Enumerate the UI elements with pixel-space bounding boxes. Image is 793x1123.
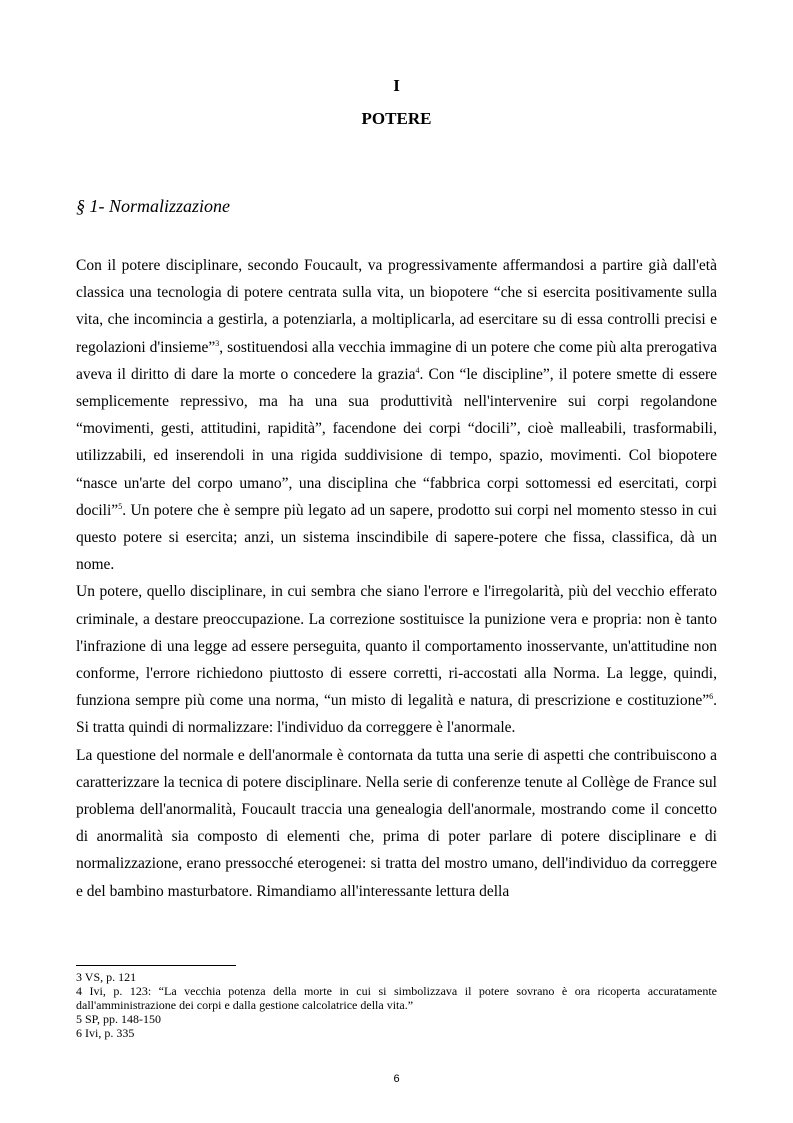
paragraph-1-text-b: , sostituendosi alla vecchia immagine di un potere che come più alta prerogativa aveva il diritto di dare la morte o concedere la grazia [76, 338, 717, 383]
page-number: 6 [393, 1073, 400, 1085]
paragraph-1-text-d: . Un potere che è sempre più legato ad un sapere, prodotto sui corpi nel momento stesso in cui questo potere si esercita; anzi, un sistema inscindibile di sapere-potere che fissa, classifica, dà un nome. [76, 501, 717, 574]
footnote-5: 5 SP, pp. 148-150 [76, 1012, 162, 1026]
footnote-6: 6 Ivi, p. 335 [76, 1026, 135, 1040]
paragraph-2-text-a: Un potere, quello disciplinare, in cui sembra che siano l'errore e l'irregolarità, più del vecchio efferato criminale, a destare preoccupazione. La correzione sostituisce la punizione vera e propria: non è tanto l'infrazione di una legge ad essere perseguita, quanto il comportamento inosservante, un'attitudine non conforme, l'errore richiedono piuttosto di essere corretti, ri-accostati alla Norma. La legge, quindi, funziona sempre più come una norma, “un misto di legalità e natura, di prescrizione e costituzione” [76, 583, 717, 710]
paragraph-2 [76, 578, 717, 741]
paragraph-2-text-b: . Si tratta quindi di normalizzare: l'individuo da correggere è l'anormale. [76, 692, 717, 737]
paragraph-1-text-c: . Con “le discipline”, il potere smette di essere semplicemente repressivo, ma ha una sua produttività nell'intervenire sui corpi regolandone “movimenti, gesti, attitudini, rapidità”, facendone dei corpi “docili”, cioè malleabili, trasformabili, utilizzabili, ed inserendoli in una rigida suddivisione di tempo, spazio, movimenti. Col biopotere “nasce un'arte del corpo umano”, una disciplina che “fabbrica corpi sottomessi ed esercitati, corpi docili” [76, 365, 717, 519]
footnote-ref-3: 3 [215, 338, 220, 348]
section-title: § 1- Normalizzazione [76, 196, 231, 216]
footnotes [76, 970, 717, 1040]
footnote-ref-6: 6 [709, 692, 714, 702]
footnote-ref-5: 5 [118, 501, 123, 511]
footnote-4: 4 Ivi, p. 123: “La vecchia potenza della morte in cui si simbolizzava il potere sovrano è ora ricoperta accuratamente dall'amministrazione dei corpi e dalla gestione calcolatrice della vita.” [76, 984, 717, 1012]
footnote-ref-4: 4 [415, 365, 420, 375]
paragraph-1-text-a: Con il potere disciplinare, secondo Foucault, va progressivamente affermandosi a partire già dall'età classica una tecnologia di potere centrata sulla vita, un biopotere “che si esercita positivamente sulla vita, che incomincia a gestirla, a potenziarla, a moltiplicarla, ad esercitare su di essa controlli precisi e regolazioni d'insieme” [76, 257, 717, 356]
paragraph-3 [76, 742, 717, 905]
paragraph-1 [76, 252, 717, 578]
body-text [76, 252, 717, 905]
paragraph-3-text-a: La questione del normale e dell'anormale è contornata da tutta una serie di aspetti che contribuiscono a caratterizzare la tecnica di potere disciplinare. Nella serie di conferenze tenute al Collège de France sul problema dell'anormalità, Foucault traccia una genealogia dell'anormale, mostrando come il concetto di anormalità sia composto di elementi che, prima di poter parlare di potere disciplinare e di normalizzazione, erano pressocché eterogenei: si tratta del mostro umano, dell'individuo da correggere e del bambino masturbatore. Rimandiamo all'interessante lettura della [76, 746, 717, 900]
chapter-title: POTERE [361, 109, 432, 128]
footnote-3: 3 VS, p. 121 [76, 970, 137, 984]
chapter-number: I [393, 76, 400, 95]
footnote-separator [76, 965, 236, 966]
